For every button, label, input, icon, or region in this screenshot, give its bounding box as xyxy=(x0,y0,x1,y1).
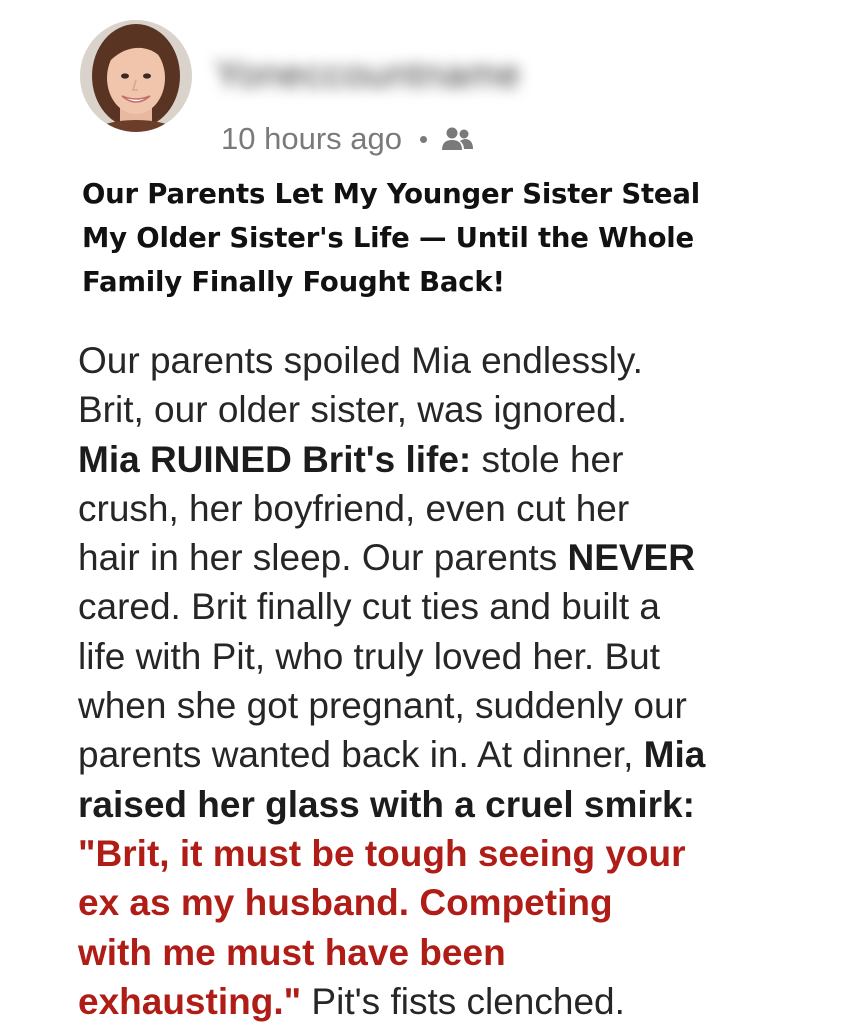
quote-line: "Brit, it must be tough seeing your xyxy=(78,832,686,874)
headline-line: Family Finally Fought Back! xyxy=(82,266,505,298)
friends-icon[interactable] xyxy=(439,125,475,153)
body-line xyxy=(78,533,798,582)
post-body xyxy=(78,336,798,1026)
headline-line: Our Parents Let My Younger Sister Steal xyxy=(82,178,700,210)
body-line: life with Pit, who truly loved her. But xyxy=(78,635,660,677)
body-text: hair in her sleep. Our parents xyxy=(78,537,568,579)
body-text: stole her xyxy=(471,438,624,480)
body-line: when she got pregnant, suddenly our xyxy=(78,685,687,727)
author-name[interactable]: Yoneccountname xyxy=(215,54,522,96)
quote-line: with me must have been xyxy=(78,931,506,973)
quote-text: exhausting." xyxy=(78,980,302,1022)
body-bold-text: NEVER xyxy=(567,537,695,579)
body-line xyxy=(78,977,798,1026)
body-line xyxy=(78,730,798,779)
body-bold-line: raised her glass with a cruel smirk: xyxy=(78,783,695,825)
body-bold-text: Mia RUINED Brit's life: xyxy=(78,438,472,480)
body-text: parents wanted back in. At dinner, xyxy=(78,734,644,776)
avatar-photo xyxy=(80,20,192,132)
post-headline xyxy=(82,172,782,304)
body-line: Brit, our older sister, was ignored. xyxy=(78,389,628,431)
meta-separator-dot xyxy=(420,136,427,143)
body-bold-text: Mia xyxy=(643,734,706,776)
body-line: cared. Brit finally cut ties and built a xyxy=(78,586,661,628)
headline-line: My Older Sister's Life — Until the Whole xyxy=(82,222,694,254)
body-line: Our parents spoiled Mia endlessly. xyxy=(78,340,643,381)
post-timestamp[interactable]: 10 hours ago xyxy=(221,121,402,156)
quote-line: ex as my husband. Competing xyxy=(78,882,613,924)
body-text: Pit's fists clenched. xyxy=(301,980,625,1022)
body-line: crush, her boyfriend, even cut her xyxy=(78,487,630,529)
post-meta xyxy=(221,118,475,160)
avatar[interactable] xyxy=(80,20,192,132)
body-line xyxy=(78,435,798,484)
